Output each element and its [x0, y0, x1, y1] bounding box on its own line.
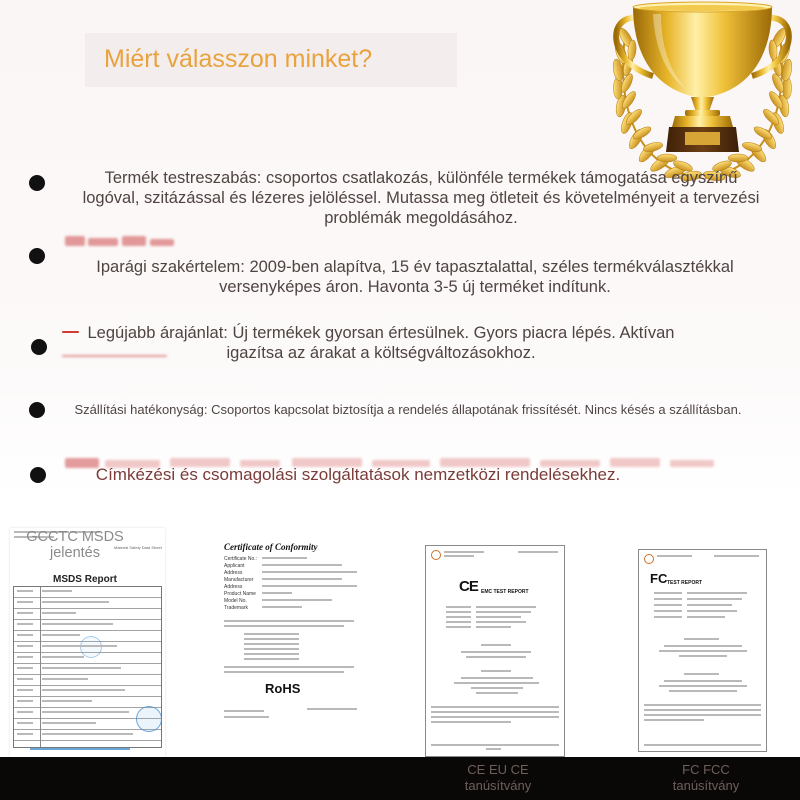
text-line-placeholder — [431, 716, 559, 718]
text-line-placeholder — [664, 680, 742, 682]
text-line-placeholder — [244, 633, 299, 635]
text-line-placeholder — [481, 670, 511, 672]
text-line-placeholder — [446, 611, 471, 613]
text-line-placeholder — [42, 656, 84, 658]
text-line-placeholder — [431, 711, 559, 713]
text-line-placeholder — [17, 722, 33, 724]
feature-line: Szállítási hatékonyság: Csoportos kapcsolat biztosítja a rendelés állapotának frissítését. Nincs késés a szállításban. — [74, 402, 742, 417]
certificate-field-label: Trademark — [224, 605, 248, 611]
fcc-caption — [656, 762, 756, 794]
certification-logo-icon — [431, 550, 441, 560]
text-line-placeholder — [262, 606, 302, 608]
text-line-placeholder — [476, 621, 526, 623]
text-line-placeholder — [262, 571, 357, 573]
feature-line: Címkézési és csomagolási szolgáltatások nemzetközi rendelésekhez. — [95, 465, 621, 484]
feature-line: igazítsa az árakat a költségváltozásokhoz. — [226, 344, 536, 362]
text-line-placeholder — [659, 685, 747, 687]
ce-logo: CE — [459, 578, 478, 595]
text-line-placeholder — [644, 704, 761, 706]
certificate-field-label: Certificate No.: — [224, 556, 258, 562]
feature-line: Termék testreszabás: csoportos csatlakozás, különféle termékek támogatása egyszínű — [104, 169, 738, 187]
certificate-field-label: Product Name — [224, 591, 256, 597]
text-line-placeholder — [244, 638, 299, 640]
text-line-placeholder — [679, 655, 727, 657]
text-line-placeholder — [42, 678, 88, 680]
text-line-placeholder — [446, 621, 471, 623]
text-line-placeholder — [431, 721, 511, 723]
text-line-placeholder — [262, 592, 292, 594]
feature-line: Legújabb árajánlat: Új termékek gyorsan értesülnek. Gyors piacra lépés. Aktívan — [87, 324, 675, 342]
ghost-mark — [65, 236, 85, 246]
text-line-placeholder — [17, 612, 33, 614]
text-line-placeholder — [461, 651, 531, 653]
certificate-field-label: Applicant — [224, 563, 245, 569]
text-line-placeholder — [17, 623, 33, 625]
certificate-field-label: Address — [224, 584, 243, 590]
caption-line: jelentés — [50, 545, 100, 561]
ce-caption — [448, 762, 548, 794]
text-line-placeholder — [244, 658, 299, 660]
text-line-placeholder — [42, 623, 113, 625]
rohs-mark: RoHS — [265, 681, 301, 696]
certificate-field-label: Manufacturer — [224, 577, 254, 583]
feature-item — [96, 257, 733, 297]
text-line-placeholder — [42, 711, 129, 713]
feature-line: logóval, szitázással és lézeres jelöléssel. Mutassa meg ötleteit és követelményeit a tervezési — [82, 189, 760, 207]
text-line-placeholder — [224, 710, 264, 712]
text-line-placeholder — [644, 709, 761, 711]
text-line-placeholder — [687, 598, 742, 600]
text-line-placeholder — [687, 604, 732, 606]
text-line-placeholder — [446, 616, 471, 618]
text-line-placeholder — [687, 592, 747, 594]
text-line-placeholder — [669, 690, 737, 692]
text-line-placeholder — [244, 653, 299, 655]
text-line-placeholder — [431, 744, 559, 746]
feature-item — [96, 464, 620, 486]
text-line-placeholder — [17, 689, 33, 691]
text-line-placeholder — [262, 564, 342, 566]
text-line-placeholder — [644, 719, 704, 721]
msds-header-note: Material Safety Data Sheet — [114, 545, 162, 550]
msds-report-document — [10, 528, 165, 757]
text-line-placeholder — [654, 610, 682, 612]
bullet-dot-icon — [29, 175, 45, 191]
caption-line: tanúsítvány — [464, 778, 532, 793]
msds-report-title: MSDS Report — [53, 574, 117, 585]
text-line-placeholder — [654, 604, 682, 606]
text-line-placeholder — [42, 601, 109, 603]
ghost-mark — [65, 458, 99, 468]
stamp-seal — [136, 706, 162, 732]
text-line-placeholder — [17, 733, 33, 735]
text-line-placeholder — [644, 744, 761, 746]
signature-line — [30, 748, 130, 750]
text-line-placeholder — [481, 644, 511, 646]
text-line-placeholder — [307, 708, 357, 710]
text-line-placeholder — [476, 626, 511, 628]
text-line-placeholder — [444, 555, 474, 557]
ce-test-report-document — [425, 545, 565, 757]
certificate-of-conformity-document — [222, 540, 362, 725]
text-line-placeholder — [17, 645, 33, 647]
certification-logo-icon — [644, 554, 654, 564]
bullet-dot-icon — [29, 402, 45, 418]
certificate-title: Certificate of Conformity — [224, 542, 318, 552]
fcc-logo: FC — [650, 571, 668, 586]
text-line-placeholder — [446, 606, 471, 608]
text-line-placeholder — [262, 578, 342, 580]
text-line-placeholder — [42, 722, 96, 724]
text-line-placeholder — [461, 677, 533, 679]
text-line-placeholder — [659, 650, 747, 652]
feature-line: problémák megoldásához. — [324, 209, 518, 227]
feature-line: versenyképes áron. Havonta 3-5 új terméket indítunk. — [219, 278, 611, 296]
text-line-placeholder — [444, 551, 484, 553]
text-line-placeholder — [17, 601, 33, 603]
text-line-placeholder — [42, 634, 80, 636]
text-line-placeholder — [431, 706, 559, 708]
feature-item — [88, 323, 675, 363]
text-line-placeholder — [224, 625, 344, 627]
text-line-placeholder — [224, 666, 354, 668]
text-line-placeholder — [42, 612, 76, 614]
caption-line: GCCTC MSDS — [26, 529, 124, 545]
text-line-placeholder — [454, 682, 539, 684]
text-line-placeholder — [17, 656, 33, 658]
caption-line: FC FCC — [682, 762, 730, 777]
page-title: Miért válasszon minket? — [104, 45, 373, 73]
text-line-placeholder — [17, 667, 33, 669]
text-line-placeholder — [262, 557, 307, 559]
text-line-placeholder — [42, 590, 72, 592]
text-line-placeholder — [224, 716, 269, 718]
text-line-placeholder — [42, 700, 92, 702]
text-line-placeholder — [244, 643, 299, 645]
feature-line: Iparági szakértelem: 2009-ben alapítva, 15 év tapasztalattal, széles termékválasztékkal — [96, 258, 734, 276]
ghost-mark — [88, 238, 118, 246]
text-line-placeholder — [466, 656, 526, 658]
text-line-placeholder — [476, 611, 531, 613]
text-line-placeholder — [17, 634, 33, 636]
text-line-placeholder — [262, 585, 357, 587]
text-line-placeholder — [486, 748, 501, 750]
text-line-placeholder — [42, 733, 133, 735]
fcc-test-report-document — [638, 549, 767, 752]
text-line-placeholder — [654, 592, 682, 594]
certificate-field-label: Model No. — [224, 598, 247, 604]
text-line-placeholder — [476, 606, 536, 608]
ce-report-title: EMC TEST REPORT — [481, 589, 529, 595]
text-line-placeholder — [644, 714, 761, 716]
text-line-placeholder — [714, 555, 759, 557]
text-line-placeholder — [262, 599, 332, 601]
text-line-placeholder — [17, 678, 33, 680]
text-line-placeholder — [244, 648, 299, 650]
ghost-mark — [670, 460, 714, 467]
text-line-placeholder — [518, 551, 558, 553]
text-line-placeholder — [224, 671, 344, 673]
text-line-placeholder — [687, 616, 725, 618]
text-line-placeholder — [42, 645, 117, 647]
caption-line: CE EU CE — [467, 762, 529, 777]
text-line-placeholder — [684, 638, 719, 640]
text-line-placeholder — [42, 667, 121, 669]
fcc-report-title: TEST REPORT — [667, 580, 703, 586]
text-line-placeholder — [684, 673, 719, 675]
text-line-placeholder — [42, 689, 125, 691]
text-line-placeholder — [654, 598, 682, 600]
text-line-placeholder — [657, 555, 692, 557]
ghost-mark — [62, 331, 79, 333]
ghost-mark — [150, 239, 174, 246]
bullet-dot-icon — [30, 467, 46, 483]
bullet-dot-icon — [31, 339, 47, 355]
stamp-seal — [80, 636, 102, 658]
text-line-placeholder — [17, 590, 33, 592]
msds-caption — [15, 529, 135, 561]
text-line-placeholder — [471, 687, 523, 689]
feature-item — [83, 168, 760, 228]
caption-line: tanúsítvány — [672, 778, 740, 793]
text-line-placeholder — [654, 616, 682, 618]
text-line-placeholder — [17, 700, 33, 702]
text-line-placeholder — [17, 711, 33, 713]
bullet-dot-icon — [29, 248, 45, 264]
trophy-icon — [605, 0, 800, 185]
text-line-placeholder — [664, 645, 742, 647]
text-line-placeholder — [687, 610, 737, 612]
text-line-placeholder — [224, 620, 354, 622]
text-line-placeholder — [476, 616, 521, 618]
feature-item — [75, 402, 742, 418]
text-line-placeholder — [446, 626, 471, 628]
text-line-placeholder — [476, 692, 518, 694]
certificate-field-label: Address — [224, 570, 243, 576]
table-divider — [40, 587, 41, 747]
ghost-mark — [122, 236, 146, 246]
